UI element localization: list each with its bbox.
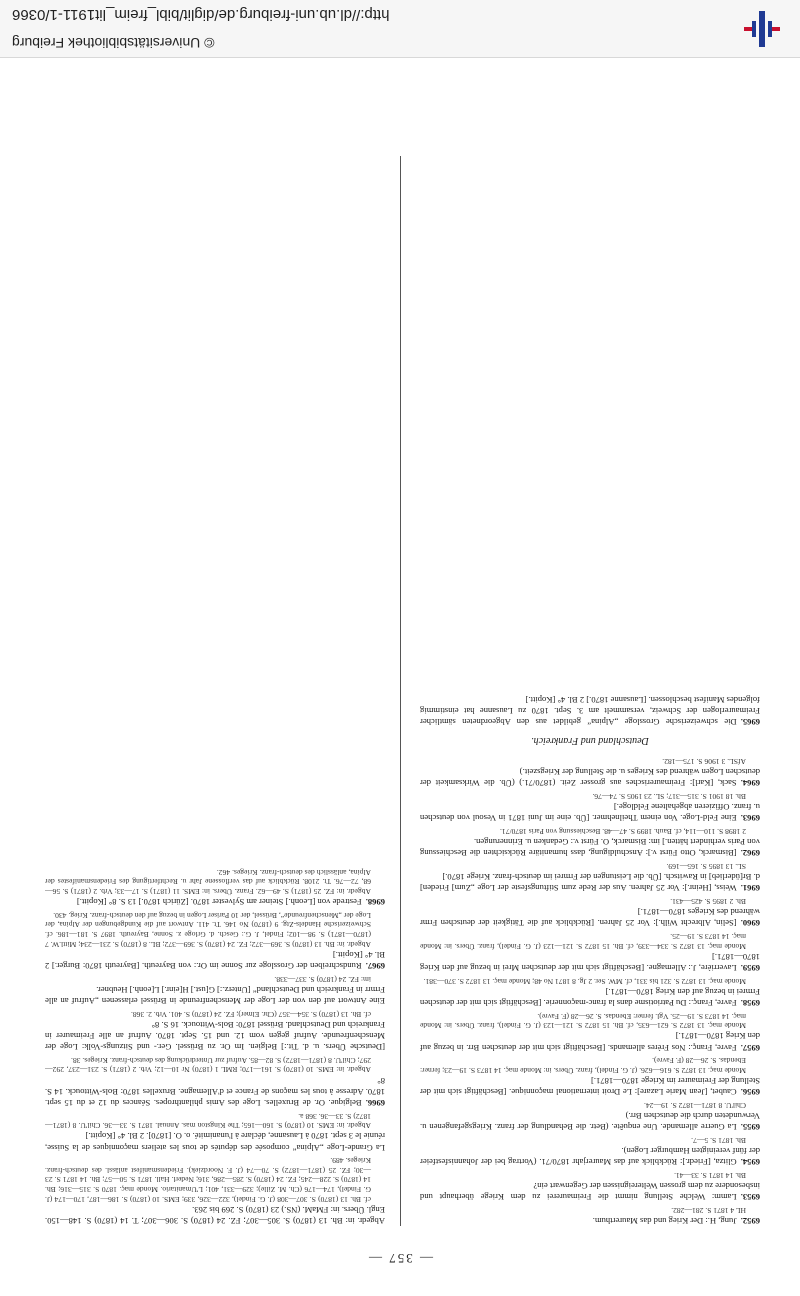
entry-title: Weiss, [Heinr.]: Vor 25 Jahren. Aus der Rede zum Stiftungsfeste der Loge „Zum] Frieden] d. Br[üderlieb] in Rawitsch. [Üb. die Leistungen der Frmrei im deutsch-franz. Kriege 1870.] bbox=[420, 872, 760, 894]
entry-reference: cf. Bh. 13 (1870) S. 354—357 (Chr. Elmer); FZ. 24 (1870) S. 401. Vrb. 2. 368. bbox=[130, 1009, 371, 1019]
entry-reference: im: FZ. 24 (1870) S. 337—338. bbox=[274, 974, 371, 984]
bibliography-entry bbox=[420, 694, 760, 728]
entry-title: Glitza, [Friedr.]: Rückblick auf das Maurerjahr 1870/71. (Vortrag bei der Johannisfestfeier der fünf vereinigten Hamburger Logen). bbox=[420, 1146, 760, 1168]
entry-title: Favre, Franç.: Nos Frères allemands. [Beschäftigt sich mit der deutschen Brr. in bezug auf den Krieg 1870—1871.] bbox=[420, 1031, 760, 1053]
bibliography-entry bbox=[45, 1055, 385, 1108]
entry-reference: AfSL. 3 1906 S. 175—182. bbox=[662, 757, 746, 767]
entry-reference: Abgedr. in: EMS. 10 (1870) S. 160—165; The Kingston mas. Annual. 1871 S. 33—36. Chil'U. 8 (1871—1872) S. 33—36. 368 a. bbox=[45, 1111, 371, 1131]
bibliography-entry bbox=[420, 1056, 760, 1098]
entry-number: 6967. bbox=[365, 961, 385, 972]
entry-reference: Bh. 18 1901 S. 315—317; SL. 23 1905 S. 74—76. bbox=[592, 792, 746, 802]
bibliography-entry bbox=[420, 931, 760, 973]
entry-title: Sack, [Karl]: Freimaurerisches aus grosser Zeit. (1870/71.) (Üb. die Wirksamkeit der deutschen Logen während des Krieges u. die Stellung der Kriegszeit.) bbox=[420, 767, 760, 789]
entry-title: Die schweizerische Grossloge „Alpina“ gebildet aus den Abgeordneten sämtlicher Freimaurerlogen der Schweiz, versammelt am 3. Sept. 1870 zu Lausanne hat einstimmig folgendes Manifest beschlossen. [Lausanne 1870.] 2 Bl. 4° [Kopitt.] bbox=[420, 694, 760, 728]
entry-title: Festrede von [Leonh.] Steiner am Sylvester 1870. [Zürich 1870.] 13 S. 8° [Kopitt.] bbox=[76, 897, 362, 908]
entry-reference: 2 1898 S. 110—114, cf. Bauh. 1899 S. 47—48. Beschiessung von Paris 1870/71. bbox=[499, 827, 746, 837]
bibliography-entry bbox=[420, 896, 760, 928]
entry-number: 6954. bbox=[740, 1157, 760, 1168]
bibliography-entry bbox=[45, 867, 385, 907]
column-divider bbox=[400, 156, 401, 1226]
entry-reference: Abgedr. in: Bh. 13 (1870) S. 369—372; FZ. 24 (1870) S. 369—372; BL. 8 (1870) S. 231—234; Mittl.W. 7 (1870—1871) S. 98—102; Findel, J. G.: Gesch. d. Grloge z. Sonne, Bayreuth. 1897 S. 181—186. cf. Schweizerische Handels-Ztg. 9 (1870) No 146. Tt. 411. Antwort auf die Kundgebungen der Alpina, der Loge der „Menschenfreunde“, Brüssel, der 10 Pariser Logen in bezug auf den deutsch-franz. Krieg. 430. bbox=[45, 910, 371, 949]
entry-title: La Guerre allemande. Une enquête. (Betr. die Behandlung der franz. Kriegsgefangenen u. Verwundeten durch die deutschen Brr.) bbox=[420, 1111, 760, 1133]
viewer-header bbox=[0, 0, 800, 58]
entry-title: [Deutsche Übers. u. d. Tit.:] Belgien. Im Or. zu Brüssel. Ger.- und Sitzungs-Volk: Loge der Menschenfreunde. Aufruf gegen vom 12. und 15. Sept. 1870. Aufruf an alle Freimaurer in Frankreich und Deutschland. Brüssel 1870: Bols-Wittouck. 16 S. 8° bbox=[45, 1019, 385, 1053]
entry-title: Favre, Franç.: Du Patriotisme dans la franc-maçonnerie. [Beschäftigt sich mit der deutschen Frmrei in bezug auf den Krieg 1870—1871.] bbox=[420, 986, 760, 1009]
entry-number: 6955. bbox=[740, 1122, 760, 1133]
bibliography-entry bbox=[45, 1156, 385, 1226]
bibliography-entry bbox=[420, 1205, 760, 1226]
entry-reference: HL 4 1871 S. 281—282. bbox=[671, 1205, 746, 1215]
entry-title: Eine Antwort auf den von der Loge der Menschenfreunde in Brüssel erlassenen „Aufruf an alle Frmrr in Frankreich und Deutschland“ [Unterz.:] G[ust.] H[einr.] L[eonh.] Heubner. bbox=[45, 984, 385, 1007]
page-number: — 357 — bbox=[367, 1251, 433, 1266]
left-column bbox=[420, 146, 760, 1226]
bibliography-entry bbox=[420, 826, 760, 858]
scanned-page bbox=[0, 57, 800, 1296]
entry-number: 6962. bbox=[740, 848, 760, 859]
entry-title: Jung, H.: Der Krieg und das Maurerthum. bbox=[592, 1216, 737, 1226]
entry-title: Abgedr. in: Bh. 13 (1870) S. 305—307; FZ. 24 (1870) S. 306—307; T. 14 (1870) S. 148—150. Engl. Übers. in: FMaM. (NS.) 23 (1870) S. 269 bis 263. bbox=[45, 1204, 385, 1226]
bibliography-entry bbox=[420, 1100, 760, 1132]
entry-number: 6960. bbox=[740, 918, 760, 929]
entry-reference: cf. Bh. 13 (1870) S. 307—308 (J. G. Findel), 322—326, 339; EMS. 10 (1870) S. 186—187, 170—174 (J. G. Findel), 174—176 (Ch. M. Zille); 329—331, 401; L'Umanitario. Monde maç. 1870 S. 315—316; Bh. 14 (1870) S. 228—245; FZ. 24 (1870) S. 285—286, 316; Nederl. Hall. 1871 S. 50—57; Bh. 14 1871 S. 23—30; FZ. 25 (1871—1872) S. 70—74 (J. F. Noordziek). Friedensmanifest anlässl. des deutsch-franz. Krieges. 489. bbox=[45, 1156, 371, 1204]
entry-title: Laverrière, J.: Allemagne. [Beschäftigt sich mit der deutschen Mrei in bezug auf den Krieg 1870—1871.] bbox=[420, 951, 760, 974]
entry-title: [Bismarck, Otto Fürst v.]: Anschuldigung, dass humanitäre Rücksichten die Beschiessung von Paris verhindert hätten.] im: Bismarck, O. Fürst v.: Gedanken u. Erinnerungen. bbox=[420, 837, 760, 859]
bibliography-entry bbox=[420, 976, 760, 1008]
entry-title: La Grande-Loge „Alpina“ composée des députés de tous les ateliers maçonniques de la Suisse, réunie le 3 sept. 1870 à Lausanne, déclare à l'unanimité. o. O. [1870]. 2 Bl. 4° [Kopitt.] bbox=[45, 1131, 385, 1153]
bibliography-entry bbox=[420, 1011, 760, 1053]
bibliography-entry bbox=[420, 1135, 760, 1167]
entry-reference: Monde maç. 13 1872 S. 321 bis 331, cf. MW. Ser. 2 Jg. 8 1871 No 48; Monde maç. 13 1872 S. 370—381. bbox=[423, 976, 746, 986]
entry-number: 6957. bbox=[740, 1042, 760, 1053]
right-column bbox=[45, 146, 385, 1226]
entry-title: Belgique. Or. de Bruxelles. Loge des Amis philanthropes. Séances du 12 et du 15 sept. 1870. Adresse à tous les maçons de France et d'Allemagne. Bruxelles 1870: Bols-Wittouck. 14 S. 8° bbox=[45, 1075, 385, 1109]
bibliography-entry bbox=[45, 910, 385, 971]
bibliography-entry bbox=[45, 974, 385, 1006]
copyright-text: © Universitätsbibliothek Freiburg bbox=[12, 35, 215, 51]
entry-reference: Abgedr. in: FZ. 25 (1871) S. 49—62. Franz. Übers. in: EMS. 11 (1871) S. 17—33; Vrb. 2 (1871) S. 56—68, 72—76. Tt. 2108. Rückblick auf das verflossene Jahr u. Rechtfertigung des Friedensmanifestes der Alpina, anlässlich des deutsch-franz. Krieges. 462. bbox=[45, 867, 371, 897]
bibliography-entry bbox=[45, 1009, 385, 1052]
entry-number: 6965. bbox=[740, 717, 760, 728]
entry-number: 6964. bbox=[740, 778, 760, 789]
header-rotated bbox=[0, 0, 800, 57]
entry-title: Eine Feld-Loge. Von einem Theilnehmer. [Üb. eine im Juni 1871 in Vesoul von deutschen u. franz. Offizieren abgehaltene Feldloge.] bbox=[420, 802, 760, 824]
bibliography-entry bbox=[420, 756, 760, 788]
bibliography-entry bbox=[420, 791, 760, 823]
entry-number: 6958. bbox=[740, 998, 760, 1009]
entry-reference: Bh. 2 1895 S. 425—431. bbox=[670, 897, 746, 907]
entry-number: 6963. bbox=[740, 813, 760, 824]
entry-number: 6961. bbox=[740, 883, 760, 894]
university-logo-icon bbox=[740, 7, 784, 51]
entry-number: 6966. bbox=[365, 1098, 385, 1109]
document-url-link[interactable]: http://dl.ub.uni-freiburg.de/diglit/bibl_freim_lit1911-1/0366 bbox=[12, 6, 390, 23]
entry-reference: Abgedr. in: EMS. 10 (1870) S. 161—170; RML 1 (1870) Nr 10—12; Vrb. 2 (1871) S. 231—237, 292—297; Chil'U. 8 (1871—1872) S. 82—85. Aufruf zur Unterdrückung des deutsch-franz. Krieges. 38. bbox=[45, 1055, 371, 1075]
entry-title: Lamm: Welche Stellung nimmt die Freimaurerei zu dem Kriege überhaupt und insbesondere zu dem grossen Weltereignissen der Gegenwart ein? bbox=[420, 1181, 760, 1203]
entry-title: [Selin, Albrecht Wilh.]: Vor 25 Jahren. [Rückblick auf die Tätigkeit der deutschen Frmr während des Krieges 1870—1871.] bbox=[420, 907, 760, 929]
section-heading: Deutschland und Frankreich. bbox=[531, 735, 649, 747]
bibliography-entry bbox=[45, 1111, 385, 1153]
entry-number: 6956. bbox=[740, 1087, 760, 1098]
entry-reference: Bh. 14 1871 S. 33—41. bbox=[674, 1170, 746, 1180]
entry-number: 6952. bbox=[740, 1216, 760, 1226]
entry-reference: Monde maç. 13 1872 S. 616—626. (J. G. Findel), franz. Übers. in: Monde maç. 14 1873 S. 19—23; ferner: Ebendas. S. 26—28 (F. Favre). bbox=[420, 1056, 746, 1075]
entry-reference: Monde maç. 13 1872 S. 621—635, cf. Bh. 15 1872 S. 121—123 (J. G. Findel), franz. Übers. in: Monde maç. 14 1873 S. 19—25. Vgl. ferner: Ebendas. S. 26—28 (F. Favre). bbox=[420, 1011, 746, 1031]
entry-reference: Chil'U. 8 1871—1872 S. 19—24. bbox=[644, 1100, 746, 1110]
entry-number: 6968. bbox=[365, 897, 385, 908]
bibliography-entry bbox=[420, 1170, 760, 1202]
entry-reference: Monde maç. 13 1872 S. 334—339, cf. Bh. 15 1872 S. 121—123 (J. G. Findel), franz. Übers. in: Monde maç. 14 1873 S. 19—25. bbox=[420, 932, 746, 951]
entry-number: 6953. bbox=[740, 1192, 760, 1203]
entry-reference: SL. 13 1895 S. 165—169. bbox=[666, 862, 746, 872]
entry-title: Caubet, [Jean Marie Lazare]: Le Droit international maçonnique. [Beschäftigt sich mit der Stellung der Freimaurer im Kriege 1870—1871.] bbox=[420, 1076, 760, 1098]
bibliography-entry bbox=[420, 861, 760, 893]
entry-number: 6959. bbox=[740, 963, 760, 974]
entry-title: Rundschreiben der Grossloge zur Sonne im Or.: von Bayreuth. [Bayreuth 1870: Burger.] 2 Bl. 4° [Kopitt.] bbox=[45, 949, 385, 972]
entry-reference: Bh. 1871 S. 5—7. bbox=[691, 1135, 746, 1145]
